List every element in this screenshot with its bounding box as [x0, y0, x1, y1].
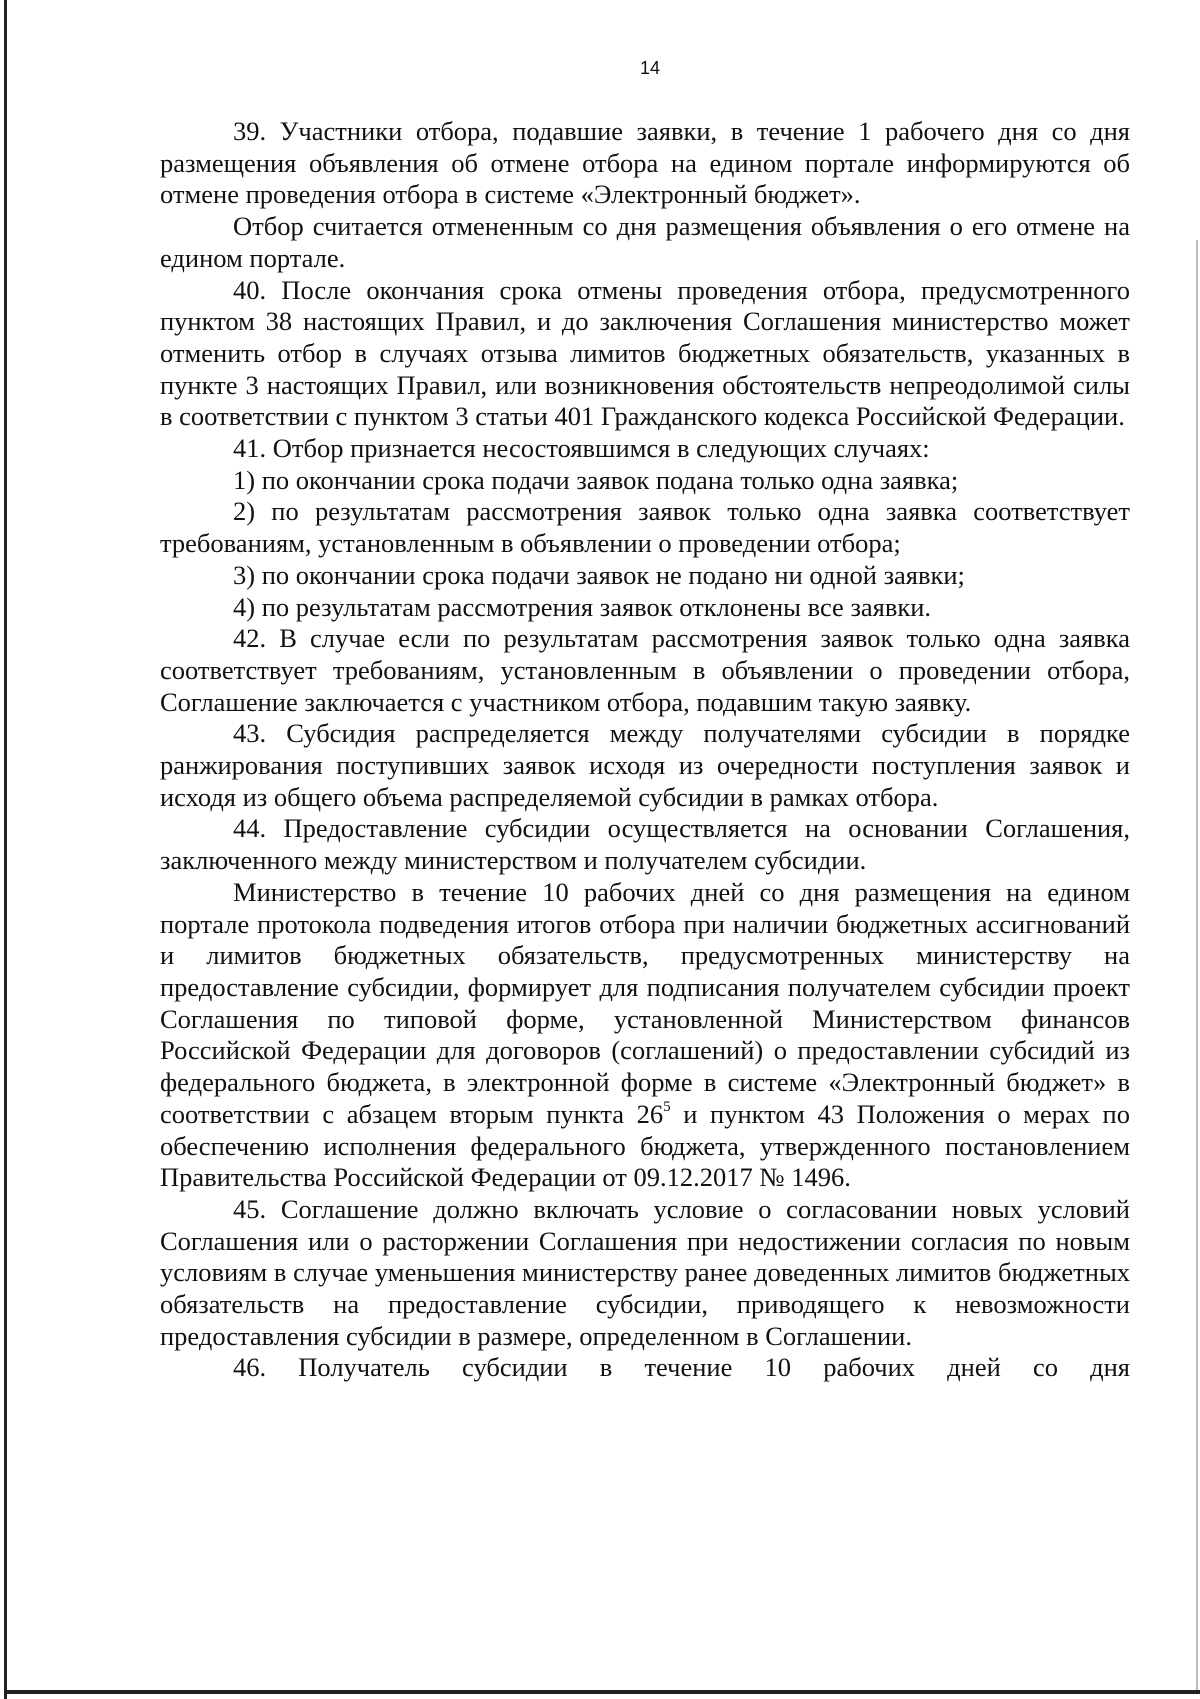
paragraph-45: 45. Соглашение должно включать условие о согласовании новых условий Соглашения или о расторжении Соглашения при недостижении согласия по новым условиям в случае уменьшения министерству ранее доведенных лимитов бюджетных обязательств на предоставление субсидии, приводящего к невозможности предоставления субсидии в размере, определенном в Соглашении.: [160, 1193, 1130, 1351]
scan-border-left: [4, 0, 7, 1699]
document-body: [160, 116, 1130, 1384]
footnote-superscript: 5: [663, 1098, 671, 1115]
paragraph-41-item-2: 2) по результатам рассмотрения заявок только одна заявка соответствует требованиям, установленным в объявлении о проведении отбора;: [160, 496, 1130, 559]
paragraph-41-item-1: 1) по окончании срока подачи заявок подана только одна заявка;: [233, 464, 959, 495]
paragraph-40: 40. После окончания срока отмены проведения отбора, предусмотренного пунктом 38 настоящих Правил, и до заключения Соглашения министерство может отменить отбор в случаях отзыва лимитов бюджетных обязательств, указанных в пункте 3 настоящих Правил, или возникновения обстоятельств непреодолимой силы в соответствии с пунктом 3 статьи 401 Гражданского кодекса Российской Федерации.: [160, 274, 1130, 432]
paragraph-41: 41. Отбор признается несостоявшимся в следующих случаях:: [233, 433, 930, 464]
scan-border-right: [1196, 240, 1198, 1690]
paragraph-43: 43. Субсидия распределяется между получателями субсидии в порядке ранжирования поступивших заявок исходя из очередности поступления заявок и исходя из общего объема распределяемой субсидии в рамках отбора.: [160, 718, 1130, 812]
paragraph-44-ministry-text: Министерство в течение 10 рабочих дней со дня размещения на едином портале протокола подведения итогов отбора при наличии бюджетных ассигнований и лимитов бюджетных обязательств, предусмотренных министерству на предоставление субсидии, формирует для подписания получателем субсидии проект Соглашения по типовой форме, установленной Министерством финансов Российской Федерации для договоров (соглашений) о предоставлении субсидий из федерального бюджета, в электронной форме в системе «Электронный бюджет» в соответствии с абзацем вторым пункта 26: [160, 876, 1130, 1129]
paragraph-44: 44. Предоставление субсидии осуществляется на основании Соглашения, заключенного между министерством и получателем субсидии.: [160, 813, 1130, 876]
paragraph-44-ministry-text-end: и пунктом 43 Положения о мерах по обеспечению исполнения федерального бюджета, утвержденного постановлением Правительства Российской Федерации от 09.12.2017 № 1496.: [160, 1098, 1130, 1193]
paragraph-46: 46. Получатель субсидии в течение 10 рабочих дней со дня: [233, 1352, 1130, 1383]
paragraph-41-item-3: 3) по окончании срока подачи заявок не подано ни одной заявки;: [233, 559, 965, 590]
page-number: 14: [639, 58, 661, 78]
scan-border-bottom: [4, 1690, 1200, 1694]
paragraph-41-item-4: 4) по результатам рассмотрения заявок отклонены все заявки.: [233, 591, 932, 622]
paragraph-42: 42. В случае если по результатам рассмотрения заявок только одна заявка соответствует требованиям, установленным в объявлении о проведении отбора, Соглашение заключается с участником отбора, подавшим такую заявку.: [160, 623, 1130, 717]
paragraph-44-ministry: [160, 877, 1130, 1194]
paragraph-39: 39. Участники отбора, подавшие заявки, в течение 1 рабочего дня со дня размещения объявления об отмене отбора на едином портале информируются об отмене проведения отбора в системе «Электронный бюджет».: [160, 116, 1130, 210]
paragraph-39-cancellation-date: Отбор считается отмененным со дня размещения объявления о его отмене на едином портале.: [160, 211, 1130, 273]
